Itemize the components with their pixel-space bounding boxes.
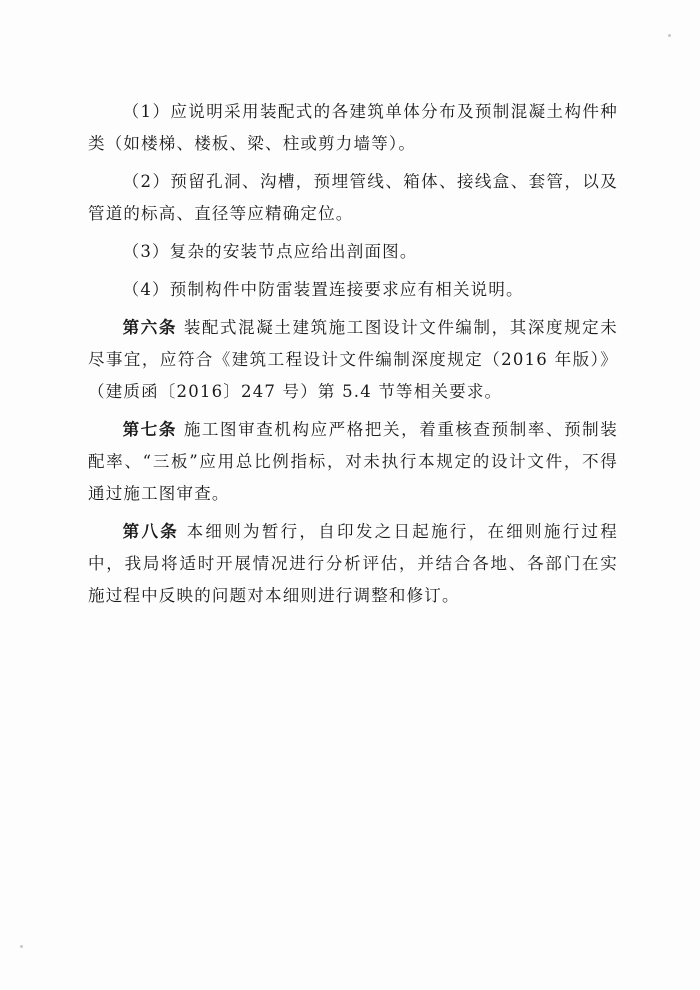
- paragraph-text: （2）预留孔洞、沟槽，预埋管线、箱体、接线盒、套管，以及管道的标高、直径等应精确定位。: [88, 172, 618, 223]
- scan-speck: [20, 945, 23, 948]
- article-8: [88, 516, 618, 612]
- article-title: 第八条: [122, 522, 180, 541]
- document-body: [88, 96, 618, 618]
- article-text: 本细则为暂行，自印发之日起施行，在细则施行过程中，我局将适时开展情况进行分析评估，并结合各地、各部门在实施过程中反映的问题对本细则进行调整和修订。: [88, 522, 618, 605]
- paragraph-item-3: [88, 236, 618, 268]
- scan-speck: [668, 34, 671, 37]
- paragraph-item-4: [88, 274, 618, 306]
- article-text: 装配式混凝土建筑施工图设计文件编制，其深度规定未尽事宜，应符合《建筑工程设计文件编制深度规定（2016 年版）》（建质函〔2016〕247 号）第 5.4 节等相关要求。: [88, 318, 618, 401]
- paragraph-text: （1）应说明采用装配式的各建筑单体分布及预制混凝土构件种类（如楼梯、楼板、梁、柱或剪力墙等）。: [88, 102, 618, 153]
- paragraph-text: （3）复杂的安装节点应给出剖面图。: [122, 242, 418, 261]
- paragraph-item-2: [88, 166, 618, 230]
- article-title: 第六条: [122, 318, 177, 337]
- article-title: 第七条: [122, 420, 177, 439]
- paragraph-item-1: [88, 96, 618, 160]
- article-7: [88, 414, 618, 510]
- article-6: [88, 312, 618, 408]
- article-text: 施工图审查机构应严格把关，着重核查预制率、预制装配率、“三板”应用总比例指标，对未执行本规定的设计文件，不得通过施工图审查。: [88, 420, 618, 503]
- paragraph-text: （4）预制构件中防雷装置连接要求应有相关说明。: [122, 280, 524, 299]
